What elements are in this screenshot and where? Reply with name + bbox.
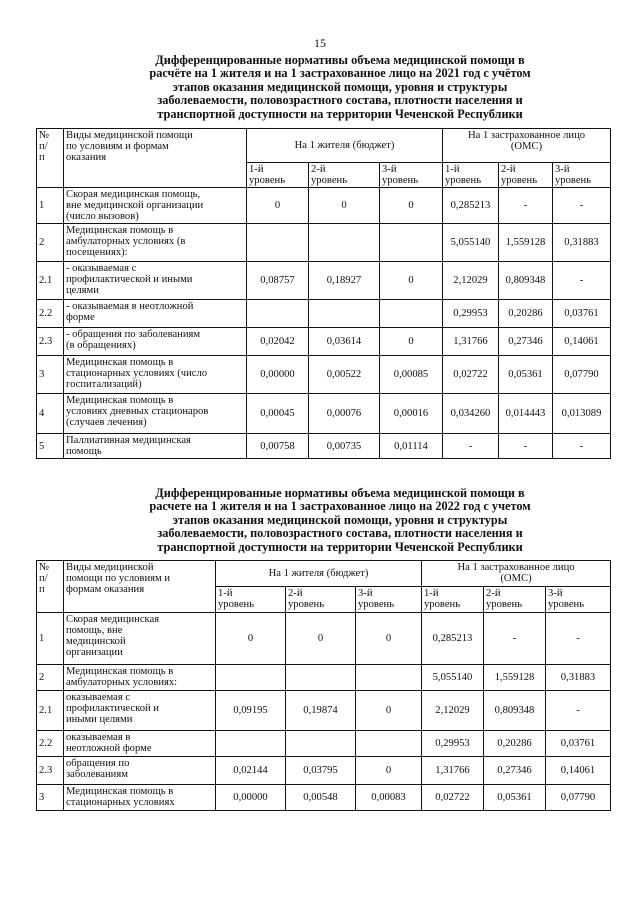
row-number: 2.1: [37, 262, 64, 300]
row-number: 4: [37, 394, 64, 434]
header-level: 2-й уровень: [484, 587, 546, 613]
header-level: 1-й уровень: [216, 587, 286, 613]
norm-value: 0,03761: [553, 300, 611, 328]
norm-value: [247, 224, 309, 262]
norm-value: -: [443, 434, 499, 459]
norm-value: 0: [356, 691, 422, 731]
section-title-2021: Дифференцированные нормативы объема медицинской помощи в расчёте на 1 жителя и на 1 застрахованное лицо на 2021 год с учётом этапов оказания медицинской помощи, уровня и структуры заболеваемости, половозрастного состава, плотности населения и транспортной доступности на территории Чеченской Республики: [149, 53, 531, 121]
header-level: 3-й уровень: [553, 163, 611, 188]
care-type-name: оказываемая в неотложной форме: [64, 731, 216, 757]
norm-value: -: [553, 188, 611, 224]
norm-value: 0,00016: [380, 394, 443, 434]
norm-value: -: [546, 613, 611, 665]
norm-value: [309, 224, 380, 262]
header-oms: На 1 застрахованное лицо (ОМС): [422, 561, 611, 587]
norm-value: [380, 224, 443, 262]
table-row: [37, 262, 611, 300]
table-body-2021: [37, 188, 611, 459]
care-type-name: Скорая медицинская помощь, вне медицинской организации: [64, 613, 216, 665]
norm-value: 1,559128: [499, 224, 553, 262]
care-type-name: - обращения по заболеваниям (в обращениях): [64, 328, 247, 356]
norm-value: 0: [309, 188, 380, 224]
norm-value: 5,055140: [422, 665, 484, 691]
norm-value: -: [553, 434, 611, 459]
header-level: 2-й уровень: [309, 163, 380, 188]
norm-value: [356, 665, 422, 691]
norm-value: 0,00076: [309, 394, 380, 434]
norm-value: [216, 665, 286, 691]
norm-value: 0: [247, 188, 309, 224]
header-level: 3-й уровень: [356, 587, 422, 613]
norm-value: 0,29953: [422, 731, 484, 757]
norm-value: 0,013089: [553, 394, 611, 434]
norm-value: 0,07790: [546, 785, 611, 811]
header-kind: Виды медицинской помощи по условиям и формам оказания: [64, 129, 247, 188]
norm-value: 0,14061: [553, 328, 611, 356]
care-type-name: Скорая медицинская помощь, вне медицинской организации (число вызовов): [64, 188, 247, 224]
norm-value: 0,14061: [546, 757, 611, 785]
norm-value: 0,20286: [484, 731, 546, 757]
norm-value: -: [499, 188, 553, 224]
care-type-name: обращения по заболеваниям: [64, 757, 216, 785]
header-level: 2-й уровень: [499, 163, 553, 188]
norm-value: 0,00758: [247, 434, 309, 459]
care-type-name: Медицинская помощь в амбулаторных условиях (в посещениях):: [64, 224, 247, 262]
header-oms: На 1 застрахованное лицо (ОМС): [443, 129, 611, 163]
row-number: 2.1: [37, 691, 64, 731]
norm-value: 0: [216, 613, 286, 665]
norm-value: 0,00000: [216, 785, 286, 811]
norm-value: 0,00085: [380, 356, 443, 394]
norm-value: -: [553, 262, 611, 300]
norm-value: 2,12029: [422, 691, 484, 731]
table-row: [37, 224, 611, 262]
norm-value: 0,03614: [309, 328, 380, 356]
header-level: 1-й уровень: [422, 587, 484, 613]
norm-value: 0: [356, 613, 422, 665]
row-number: 2.2: [37, 300, 64, 328]
norm-value: 0,03761: [546, 731, 611, 757]
table-row: [37, 188, 611, 224]
norm-value: [216, 731, 286, 757]
norm-value: [247, 300, 309, 328]
norm-value: [380, 300, 443, 328]
row-number: 1: [37, 613, 64, 665]
norm-value: 0: [286, 613, 356, 665]
norm-value: [286, 665, 356, 691]
care-type-name: Медицинская помощь в стационарных условиях (число госпитализаций): [64, 356, 247, 394]
header-level: 2-й уровень: [286, 587, 356, 613]
norm-value: 0,02722: [443, 356, 499, 394]
norm-value: 0,01114: [380, 434, 443, 459]
norm-value: -: [484, 613, 546, 665]
table-row: [37, 613, 611, 665]
table-row: [37, 757, 611, 785]
row-number: 2.3: [37, 757, 64, 785]
row-number: 2.2: [37, 731, 64, 757]
norm-value: 0,00083: [356, 785, 422, 811]
care-type-name: Медицинская помощь в стационарных условиях: [64, 785, 216, 811]
row-number: 3: [37, 356, 64, 394]
norm-value: [309, 300, 380, 328]
header-kind: Виды медицинской помощи по условиям и формам оказания: [64, 561, 216, 613]
norm-value: 0,809348: [484, 691, 546, 731]
norm-value: 0,09195: [216, 691, 286, 731]
table-row: [37, 394, 611, 434]
row-number: 5: [37, 434, 64, 459]
row-number: 2: [37, 224, 64, 262]
header-level: 3-й уровень: [546, 587, 611, 613]
norm-value: 0: [380, 188, 443, 224]
norm-value: 0,05361: [499, 356, 553, 394]
row-number: 2.3: [37, 328, 64, 356]
header-level: 1-й уровень: [247, 163, 309, 188]
norm-value: 0: [380, 328, 443, 356]
care-type-name: Паллиативная медицинская помощь: [64, 434, 247, 459]
care-type-name: оказываемая с профилактической и иными целями: [64, 691, 216, 731]
norm-value: 0,27346: [499, 328, 553, 356]
norm-value: 0,20286: [499, 300, 553, 328]
norm-value: 1,559128: [484, 665, 546, 691]
table-row: [37, 328, 611, 356]
table-row: [37, 691, 611, 731]
norm-value: 0,285213: [422, 613, 484, 665]
norm-value: 0,014443: [499, 394, 553, 434]
care-type-name: - оказываемая с профилактической и иными целями: [64, 262, 247, 300]
norm-value: 1,31766: [422, 757, 484, 785]
header-number: № п/ п: [37, 561, 64, 613]
norm-value: 0,27346: [484, 757, 546, 785]
norm-value: 0,00045: [247, 394, 309, 434]
table-row: [37, 300, 611, 328]
care-type-name: Медицинская помощь в амбулаторных условиях:: [64, 665, 216, 691]
norms-table-2022: [36, 560, 611, 811]
table-row: [37, 356, 611, 394]
norm-value: 0,18927: [309, 262, 380, 300]
section-title-2022: Дифференцированные нормативы объема медицинской помощи в расчете на 1 жителя и на 1 застрахованное лицо на 2022 год с учетом этапов оказания медицинской помощи, уровня и структуры заболеваемости, половозрастного состава, плотности населения и транспортной доступности на территории Чеченской Республики: [149, 486, 531, 554]
norm-value: 0: [380, 262, 443, 300]
norm-value: 0,285213: [443, 188, 499, 224]
header-budget: На 1 жителя (бюджет): [247, 129, 443, 163]
row-number: 2: [37, 665, 64, 691]
norm-value: 0,19874: [286, 691, 356, 731]
norm-value: 1,31766: [443, 328, 499, 356]
norm-value: 0,00522: [309, 356, 380, 394]
norm-value: 0,07790: [553, 356, 611, 394]
norm-value: 0: [356, 757, 422, 785]
care-type-name: Медицинская помощь в условиях дневных стационаров (случаев лечения): [64, 394, 247, 434]
norm-value: 2,12029: [443, 262, 499, 300]
norm-value: 0,00548: [286, 785, 356, 811]
norm-value: -: [546, 691, 611, 731]
norm-value: 0,00000: [247, 356, 309, 394]
norm-value: 0,02722: [422, 785, 484, 811]
norm-value: 0,08757: [247, 262, 309, 300]
header-number: № п/ п: [37, 129, 64, 188]
norm-value: 5,055140: [443, 224, 499, 262]
norm-value: [286, 731, 356, 757]
norm-value: [356, 731, 422, 757]
header-level: 3-й уровень: [380, 163, 443, 188]
norm-value: 0,29953: [443, 300, 499, 328]
norm-value: -: [499, 434, 553, 459]
table-row: [37, 665, 611, 691]
care-type-name: - оказываемая в неотложной форме: [64, 300, 247, 328]
norm-value: 0,809348: [499, 262, 553, 300]
table-row: [37, 785, 611, 811]
page-number: 15: [314, 36, 326, 50]
norm-value: 0,31883: [546, 665, 611, 691]
header-budget: На 1 жителя (бюджет): [216, 561, 422, 587]
norm-value: 0,034260: [443, 394, 499, 434]
row-number: 1: [37, 188, 64, 224]
row-number: 3: [37, 785, 64, 811]
norm-value: 0,03795: [286, 757, 356, 785]
norm-value: 0,02144: [216, 757, 286, 785]
table-body-2022: [37, 613, 611, 811]
norm-value: 0,05361: [484, 785, 546, 811]
norm-value: 0,00735: [309, 434, 380, 459]
header-level: 1-й уровень: [443, 163, 499, 188]
norm-value: 0,02042: [247, 328, 309, 356]
norms-table-2021: [36, 128, 611, 459]
table-row: [37, 434, 611, 459]
table-row: [37, 731, 611, 757]
norm-value: 0,31883: [553, 224, 611, 262]
